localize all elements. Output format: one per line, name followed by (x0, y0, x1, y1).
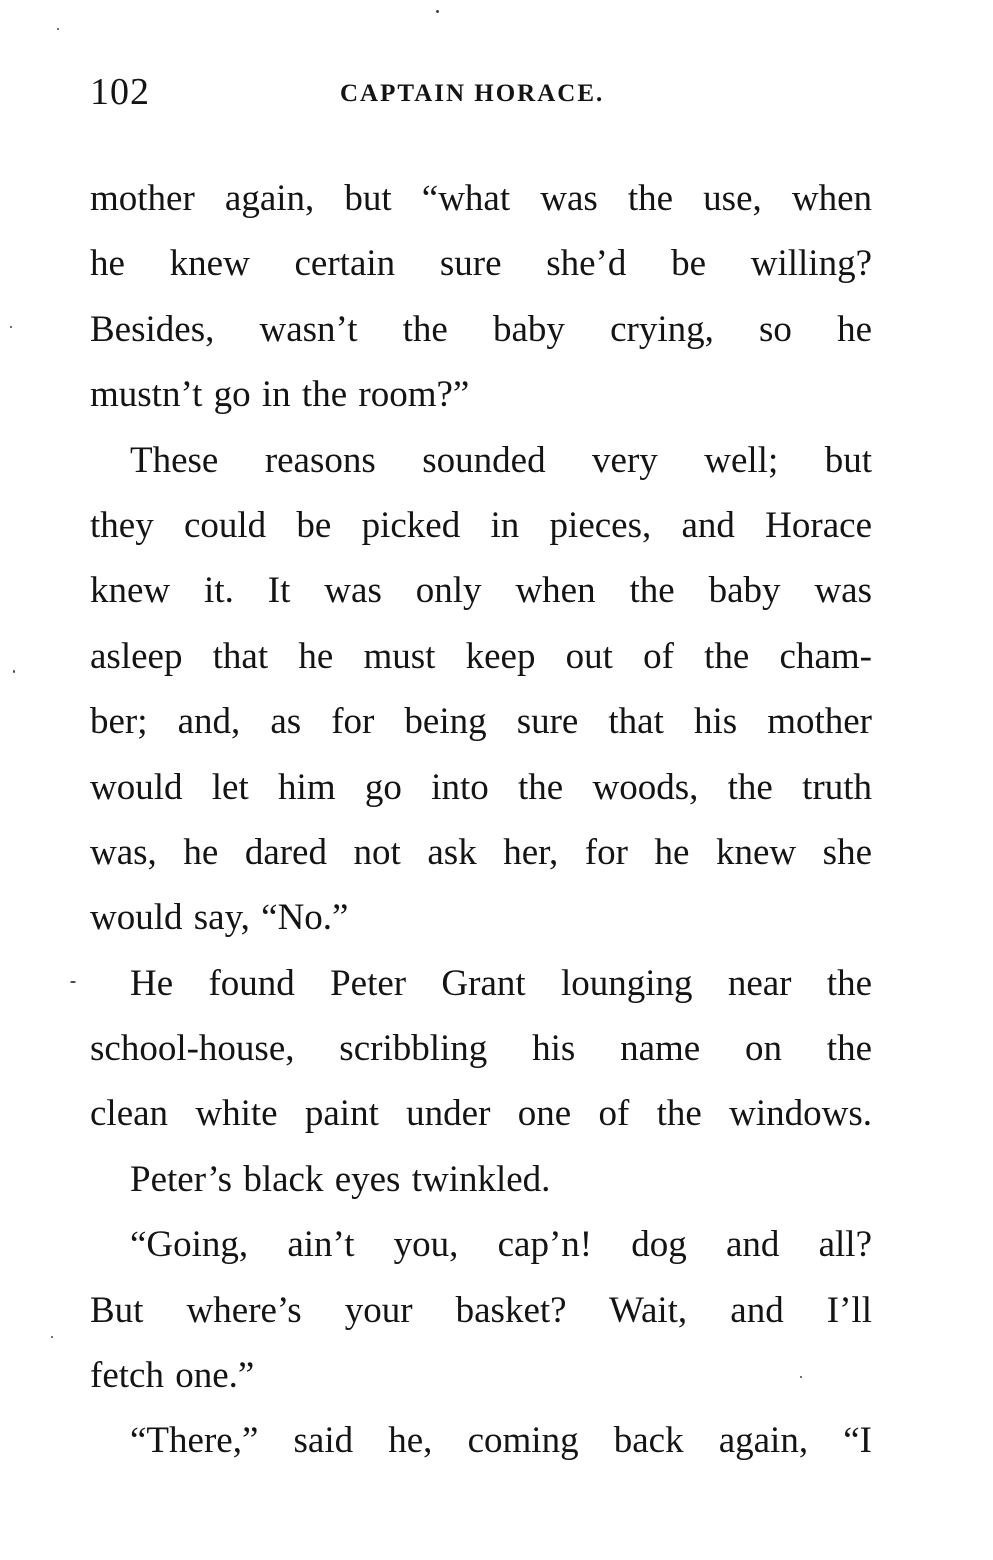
scan-speck (13, 670, 15, 673)
text-line: But where’s your basket? Wait, and I’ll (90, 1289, 872, 1331)
scan-speck (57, 28, 59, 30)
scan-speck (800, 1376, 802, 1378)
text-line: he knew certain sure she’d be willing? (90, 243, 872, 285)
text-line: mustn’t go in the room?” (90, 374, 470, 416)
paragraph-first-line: “There,” said he, coming back again, “I (130, 1420, 872, 1462)
text-line: asleep that he must keep out of the cham- (90, 635, 872, 677)
running-title: CAPTAIN HORACE. (340, 80, 605, 107)
scan-speck (70, 981, 76, 983)
body-text (90, 166, 872, 1474)
text-line: mother again, but “what was the use, when (90, 178, 872, 219)
text-line: was, he dared not ask her, for he knew she (90, 831, 872, 873)
paragraph-first-line: These reasons sounded very well; but (130, 439, 872, 481)
text-line: they could be picked in pieces, and Horace (90, 504, 872, 546)
text-line: fetch one.” (90, 1355, 255, 1397)
scan-speck (436, 10, 439, 13)
paragraph-first-line: Peter’s black eyes twinkled. (130, 1158, 551, 1200)
text-line: would say, “No.” (90, 897, 349, 939)
scan-speck (10, 326, 12, 328)
text-line: ber; and, as for being sure that his mother (90, 701, 872, 743)
text-line: Besides, wasn’t the baby crying, so he (90, 308, 872, 350)
page-number: 102 (90, 71, 150, 113)
paragraph-first-line: “Going, ain’t you, cap’n! dog and all? (130, 1224, 872, 1266)
scan-speck (51, 1336, 53, 1338)
running-head (90, 70, 870, 114)
text-line: clean white paint under one of the windows. (90, 1093, 872, 1135)
paragraph-first-line: He found Peter Grant lounging near the (130, 962, 872, 1004)
text-line: would let him go into the woods, the truth (90, 766, 872, 808)
text-line: school-house, scribbling his name on the (90, 1028, 872, 1070)
text-line: knew it. It was only when the baby was (90, 570, 872, 612)
